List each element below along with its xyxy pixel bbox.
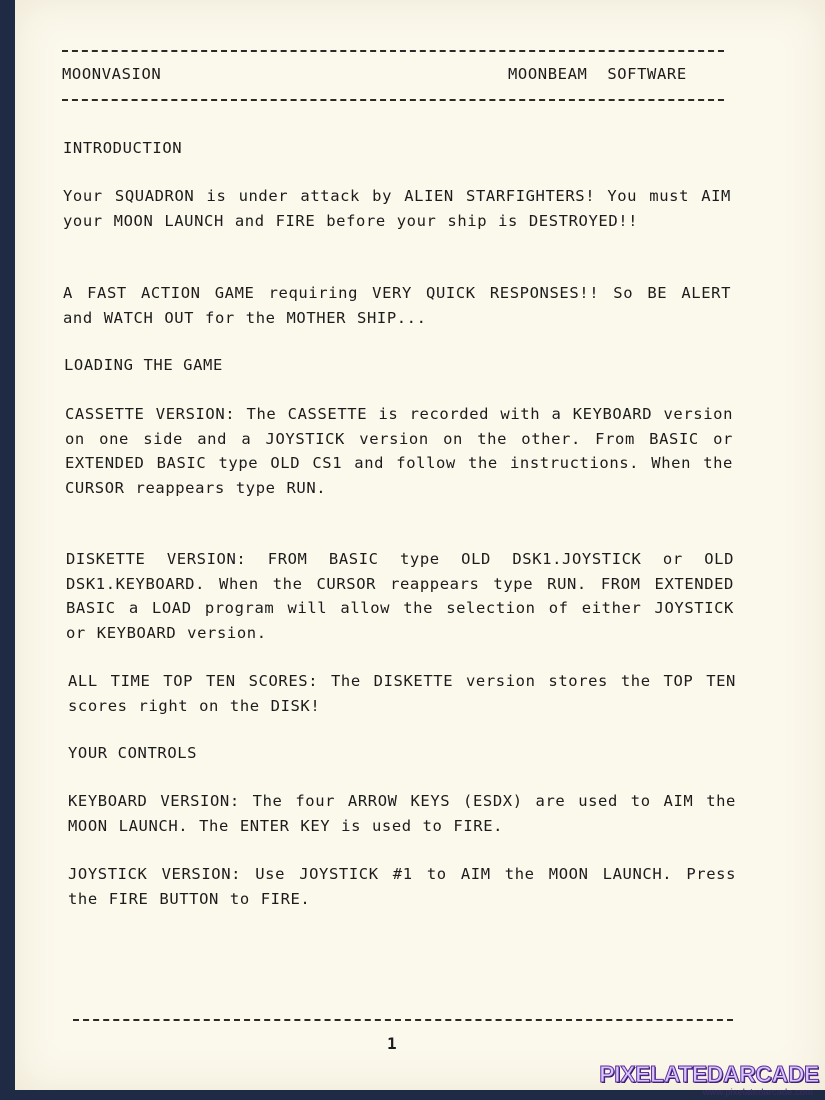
keyboard-version-paragraph: KEYBOARD VERSION: The four ARROW KEYS (ESDX) are used to AIM the MOON LAUNCH. The ENTER KEY is used to FIRE. [68,792,736,835]
publisher-name: MOONBEAM SOFTWARE [508,65,687,83]
top-dashed-rule [62,50,724,52]
manual-page [15,0,825,1090]
header-dashed-rule [62,99,724,101]
introduction-paragraph: Your SQUADRON is under attack by ALIEN STARFIGHTERS! You must AIM your MOON LAUNCH and FIRE before your ship is DESTROYED!! [63,187,731,230]
footer-dashed-rule [73,1019,733,1021]
diskette-version-paragraph: DISKETTE VERSION: FROM BASIC type OLD DSK1.JOYSTICK or OLD DSK1.KEYBOARD. When the CURSOR reappears type RUN. FROM EXTENDED BASIC a LOAD program will allow the selection of either JOYSTICK or KEYBOARD version. [66,550,734,642]
introduction-heading: INTRODUCTION [63,139,183,157]
watermark-logo: PIXELATEDARCADE [599,1061,819,1087]
loading-heading: LOADING THE GAME [64,356,223,374]
game-title: MOONVASION [62,65,162,83]
introduction-warning-paragraph: A FAST ACTION GAME requiring VERY QUICK RESPONSES!! So BE ALERT and WATCH OUT for the MOTHER SHIP... [63,284,731,327]
controls-heading: YOUR CONTROLS [68,744,198,762]
joystick-version-paragraph: JOYSTICK VERSION: Use JOYSTICK #1 to AIM the MOON LAUNCH. Press the FIRE BUTTON to FIRE. [68,865,736,908]
top-scores-paragraph: ALL TIME TOP TEN SCORES: The DISKETTE version stores the TOP TEN scores right on the DISK! [68,672,736,715]
watermark-url: www.pixelatedarcade.com [702,1087,813,1098]
page-number: 1 [387,1034,397,1053]
cassette-version-paragraph: CASSETTE VERSION: The CASSETTE is recorded with a KEYBOARD version on one side and a JOYSTICK version on the other. From BASIC or EXTENDED BASIC type OLD CS1 and follow the instructions. When the CURSOR reappears type RUN. [65,405,733,497]
